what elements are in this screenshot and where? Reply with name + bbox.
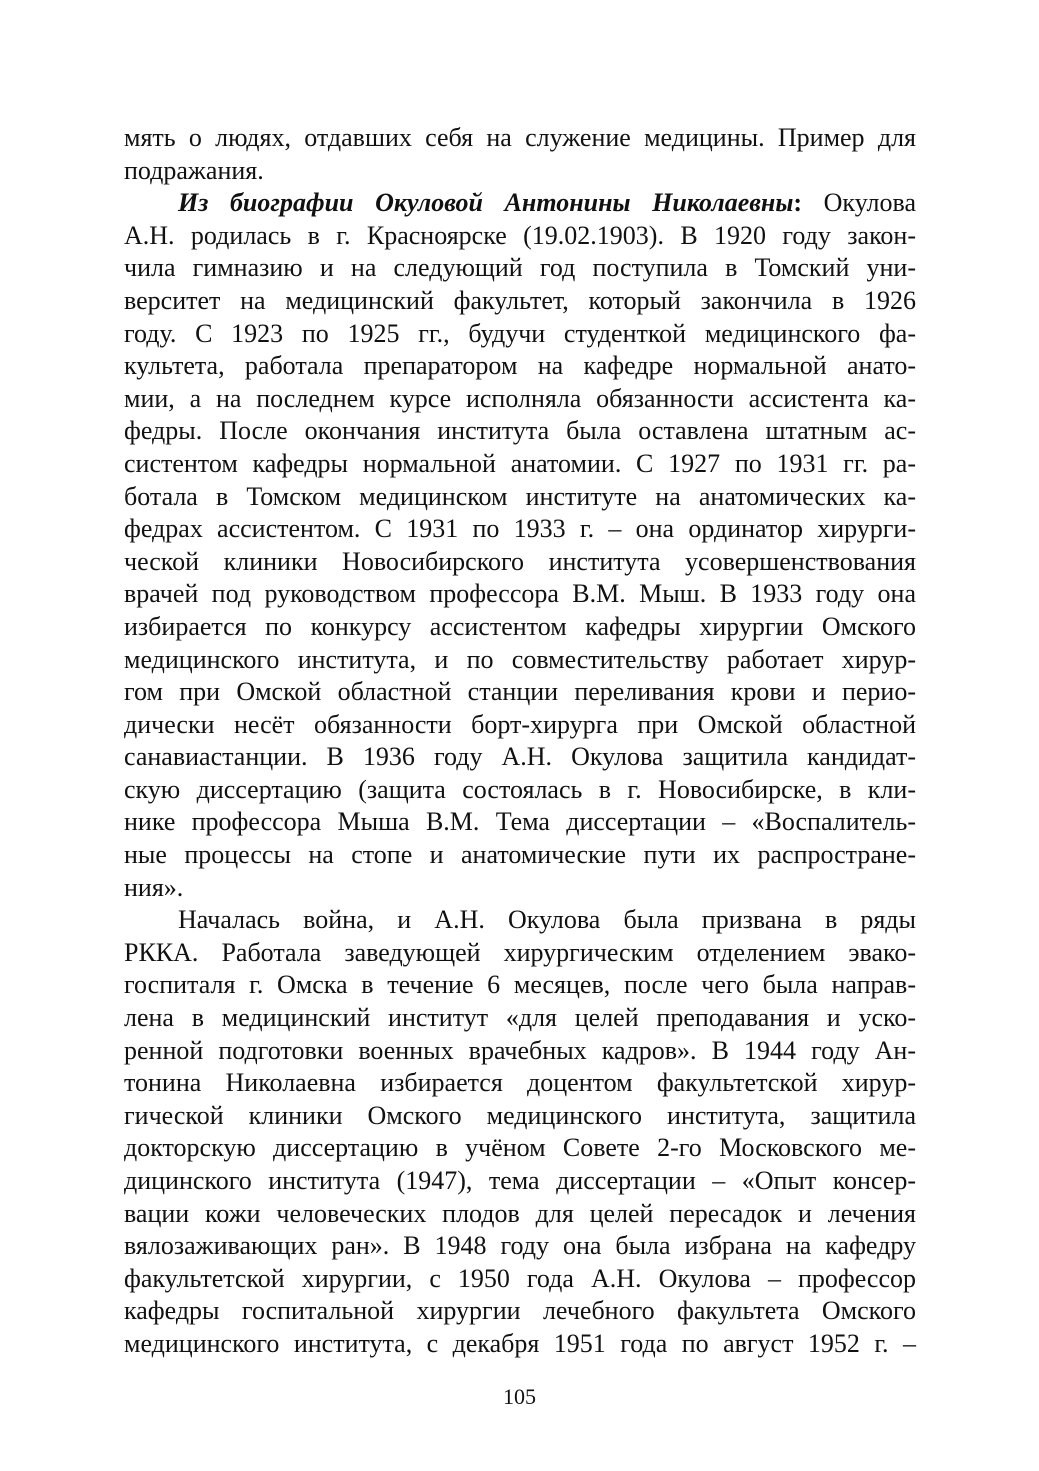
section-heading: Из биографии Окуловой Антонины Николаевны [178,188,794,218]
text-line: санавиастанции. В 1936 году А.Н. Окулова защитила кандидат- [124,742,916,772]
text-line: скую диссертацию (защита состоялась в г. Новосибирске, в кли- [124,774,916,804]
heading-tail: Окулова [802,188,916,218]
text-line: ренной подготовки военных врачебных кадров». В 1944 году Ан- [124,1035,916,1065]
page-number: 105 [503,1384,536,1409]
page-body [124,122,916,1361]
text-line: РККА. Работала заведующей хирургическим отделением эвако- [124,937,916,967]
text-line: культета, работала препаратором на кафедре нормальной анато- [124,351,916,381]
text-line: гом при Омской областной станции переливания крови и перио- [124,677,916,707]
text-line: чила гимназию и на следующий год поступила в Томский уни- [124,253,916,283]
text-line: вялозаживающих ран». В 1948 году она была избрана на кафедру [124,1231,916,1261]
text-line: мии, а на последнем курсе исполняла обязанности ассистента ка- [124,383,916,413]
text-line: избирается по конкурсу ассистентом кафедры хирургии Омского [124,611,916,641]
text-line: А.Н. родилась в г. Красноярске (19.02.1903). В 1920 году закон- [124,220,916,250]
text-line: подражания. [124,155,264,185]
text-line: нике профессора Мыша В.М. Тема диссертации – «Воспалитель- [124,807,916,837]
section-heading-line [124,187,916,220]
text-line: систентом кафедры нормальной анатомии. С 1927 по 1931 гг. ра- [124,448,916,478]
text-line: вации кожи человеческих плодов для целей пересадок и лечения [124,1198,916,1228]
text-line: году. С 1923 по 1925 гг., будучи студенткой медицинского фа- [124,318,916,348]
text-line: докторскую диссертацию в учёном Совете 2-го Московского ме- [124,1133,916,1163]
text-line: ботала в Томском медицинском институте на анатомических ка- [124,481,916,511]
text-line: дически несёт обязанности борт-хирурга при Омской областной [124,709,916,739]
text-line: Началась война, и А.Н. Окулова была призвана в ряды [178,905,916,935]
text-line: кафедры госпитальной хирургии лечебного факультета Омского [124,1296,916,1326]
text-line: федры. После окончания института была оставлена штатным ас- [124,416,916,446]
text-line: факультетской хирургии, с 1950 года А.Н. Окулова – профессор [124,1263,916,1293]
text-line: федрах ассистентом. С 1931 по 1933 г. – она ординатор хирурги- [124,514,916,544]
text-line: гической клиники Омского медицинского института, защитила [124,1100,916,1130]
text-line: ния». [124,872,184,902]
heading-colon: : [793,188,803,218]
text-line: врачей под руководством профессора В.М. Мыш. В 1933 году она [124,579,916,609]
text-line: мять о людях, отдавших себя на служение медицины. Пример для [124,123,916,152]
text-line: лена в медицинский институт «для целей преподавания и уско- [124,1003,916,1033]
text-line: медицинского института, и по совместительству работает хирур- [124,644,916,674]
text-line: медицинского института, с декабря 1951 года по август 1952 г. – [124,1328,916,1358]
text-line: дицинского института (1947), тема диссертации – «Опыт консер- [124,1166,916,1195]
text-line: госпиталя г. Омска в течение 6 месяцев, после чего была направ- [124,970,916,1000]
text-line: ные процессы на стопе и анатомические пути их распростране- [124,840,916,870]
text-line: тонина Николаевна избирается доцентом факультетской хирур- [124,1068,916,1098]
text-line: ческой клиники Новосибирского института усовершенствования [124,546,916,576]
text-line: верситет на медицинский факультет, который закончила в 1926 [124,285,916,315]
